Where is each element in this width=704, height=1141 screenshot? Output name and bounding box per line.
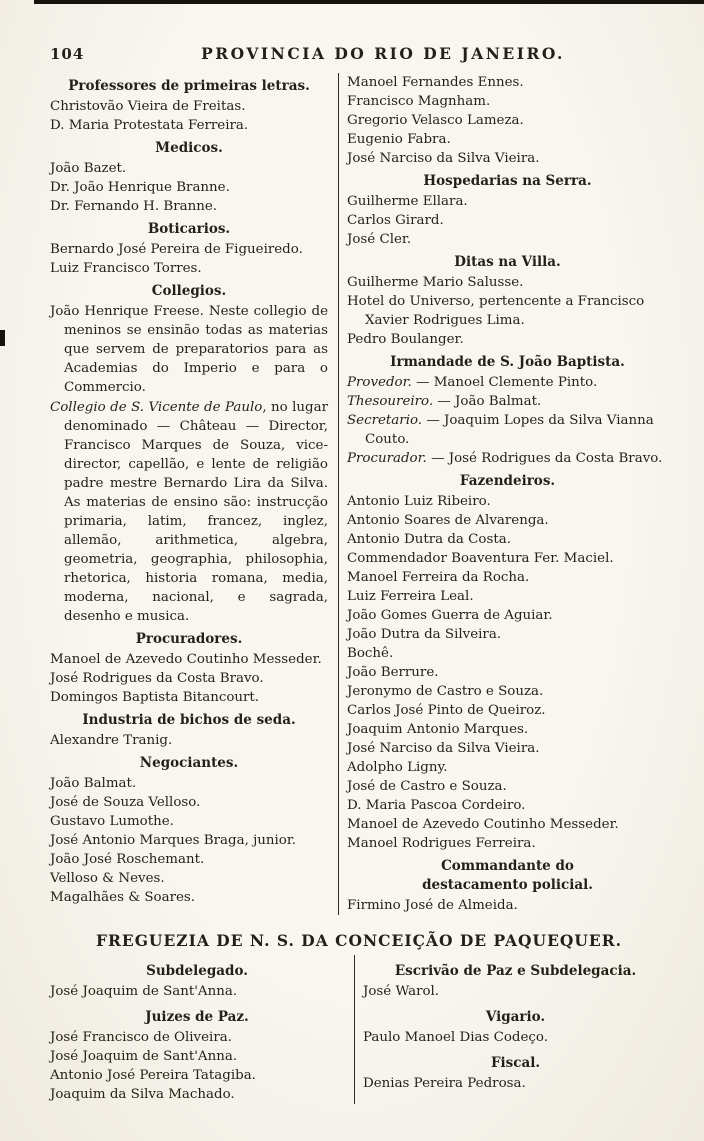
list-item: José Rodrigues da Costa Bravo. [50,671,264,686]
entries-list [50,240,328,278]
list-item: Luiz Francisco Torres. [50,261,202,276]
list-item: João Dutra da Silveira. [347,627,502,642]
list-item: Antonio Luiz Ribeiro. [347,494,491,509]
list-item: Jeronymo de Castro e Souza. [347,684,544,699]
section-heading: Vigario. [485,1009,546,1025]
entries-list [363,1028,668,1047]
list-item: José Narciso da Silva Vieira. [347,151,540,166]
entries-list [50,731,328,750]
list-item: Adolpho Ligny. [347,760,448,775]
list-item: Alexandre Tranig. [50,733,173,748]
list-item: Carlos José Pinto de Queiroz. [347,703,546,718]
page-title: PROVINCIA DO RIO DE JANEIRO. [201,44,565,63]
list-item: Joaquim Antonio Marques. [347,722,529,737]
list-item: Manoel de Azevedo Coutinho Messeder. [347,817,619,832]
list-item: Antonio Soares de Alvarenga. [347,513,549,528]
directory-section [363,962,668,1001]
list-item: José Warol. [363,984,440,999]
list-item: Bernardo José Pereira de Figueiredo. [50,242,303,257]
list-item: Antonio Dutra da Costa. [347,532,511,547]
officer-name: — João Balmat. [437,394,542,409]
officer-role: Procurador. [347,451,427,466]
paragraph-text: João Henrique Freese. Neste collegio de meninos se ensinão todas as materias que servem de preparatorios para as Academias do Imperio e para o Commercio. [50,304,328,395]
section-heading: Professores de primeiras letras. [68,78,310,94]
list-item: Guilherme Mario Salusse. [347,275,524,290]
two-column-body [50,73,668,915]
section-heading: Procuradores. [135,631,243,647]
officer-name: — Joaquim Lopes da Silva Vianna Couto. [365,413,654,447]
list-item [347,392,668,411]
list-item: Commendador Boaventura Fer. Maciel. [347,551,614,566]
directory-section [363,1054,668,1093]
section-heading: Medicos. [155,140,223,156]
paragraph-text: , no lugar denominado — Château — Director, Francisco Marques de Souza, vice-director, capellão, e lente de religião padre mestre Bernardo Lira da Silva. As materias de ensino são: instrucção primaria, latim, francez, inglez, allemão, arithmetica, algebra, geometria, geographia, philosophia, rhetorica, historia romana, media, moderna, nacional, e sagrada, desenho e musica. [64,400,329,624]
officer-role: Thesoureiro. [347,394,434,409]
list-item: Gregorio Velasco Lameza. [347,113,524,128]
section-heading: Collegios. [151,283,227,299]
list-item: João Berrure. [347,665,439,680]
list-item: João José Roschemant. [50,852,205,867]
list-item [347,411,668,449]
list-item: José Cler. [347,232,412,247]
section-heading: Escrivão de Paz e Subdelegacia. [394,963,637,979]
list-item [347,373,668,392]
entries-list [50,982,344,1001]
page-number: 104 [50,45,85,63]
paragraph [50,302,328,397]
list-item: Manoel Fernandes Ennes. [347,75,524,90]
directory-section [347,353,668,468]
list-item: Antonio José Pereira Tatagiba. [50,1068,256,1083]
list-item: José Joaquim de Sant'Anna. [50,1049,238,1064]
entries-list [50,650,328,707]
list-item: José Joaquim de Sant'Anna. [50,984,238,999]
section-heading: Commandante do destacamento policial. [422,858,593,893]
list-item: Carlos Girard. [347,213,444,228]
entries-list [50,774,328,907]
entries-list [347,273,668,349]
column-left [50,73,338,915]
entries-list [347,896,668,915]
freguezia-title: FREGUEZIA DE N. S. DA CONCEIÇÃO DE PAQUEQUER. [96,931,622,950]
officer-name: — Manoel Clemente Pinto. [416,375,598,390]
list-item: João Bazet. [50,161,127,176]
list-item: Gustavo Lumothe. [50,814,174,829]
list-item: Denias Pereira Pedrosa. [363,1076,526,1091]
directory-section [50,1008,344,1104]
list-item: Hotel do Universo, pertencente a Francisco Xavier Rodrigues Lima. [347,294,645,328]
list-item: Luiz Ferreira Leal. [347,589,474,604]
directory-section [347,472,668,853]
column-right [338,73,668,915]
directory-section [50,962,344,1001]
list-item: Christovão Vieira de Freitas. [50,99,246,114]
freguezia-columns [50,955,668,1104]
directory-section [347,253,668,349]
scan-artifact [0,330,5,346]
section-heading: Industria de bichos de seda. [82,712,296,728]
section-heading: Ditas na Villa. [454,254,561,270]
list-item: José de Castro e Souza. [347,779,507,794]
list-item: Guilherme Ellara. [347,194,468,209]
freguezia-column-right [354,955,668,1104]
list-item: Eugenio Fabra. [347,132,451,147]
list-item: Pedro Boulanger. [347,332,464,347]
list-item: D. Maria Pascoa Cordeiro. [347,798,526,813]
directory-section [50,630,328,707]
directory-section [50,711,328,750]
entries-list [347,192,668,249]
paragraph [50,398,328,626]
directory-section [347,857,668,915]
officer-role: Provedor. [347,375,412,390]
entries-list [363,1074,668,1093]
directory-section [50,77,328,135]
directory-section [363,1008,668,1047]
list-item: Joaquim da Silva Machado. [50,1087,235,1102]
list-item [347,449,668,468]
section-heading: Hospedarias na Serra. [423,173,592,189]
section-heading: Negociantes. [139,755,239,771]
section-heading: Subdelegado. [146,963,248,979]
list-item: João Balmat. [50,776,137,791]
list-item: Bochê. [347,646,394,661]
list-item: José Antonio Marques Braga, junior. [50,833,297,848]
list-item: Velloso & Neves. [50,871,165,886]
entries-list [50,97,328,135]
list-item: Manoel Rodrigues Ferreira. [347,836,536,851]
list-item: Dr. João Henrique Branne. [50,180,230,195]
officer-role: Secretario. [347,413,423,428]
officer-name: — José Rodrigues da Costa Bravo. [431,451,663,466]
freguezia-column-left [50,955,354,1104]
entries-list [347,492,668,853]
list-item: Domingos Baptista Bitancourt. [50,690,260,705]
directory-section [50,220,328,278]
section-heading: Fiscal. [490,1055,541,1071]
list-item: D. Maria Protestata Ferreira. [50,118,249,133]
entries-list [347,73,668,168]
entries-list [50,1028,344,1104]
paragraph-lead: Collegio de S. Vicente de Paulo [50,400,263,415]
page-header [50,44,668,63]
section-heading: Irmandade de S. João Baptista. [390,354,625,370]
list-item: Manoel Ferreira da Rocha. [347,570,530,585]
section-heading: Fazendeiros. [459,473,556,489]
list-item: José Narciso da Silva Vieira. [347,741,540,756]
section-heading: Boticarios. [147,221,231,237]
entries-list [50,159,328,216]
list-item: Paulo Manoel Dias Codeço. [363,1030,548,1045]
list-item: José de Souza Velloso. [50,795,201,810]
list-item: Magalhães & Soares. [50,890,196,905]
scan-artifact [34,0,704,4]
list-item: Francisco Magnham. [347,94,491,109]
section-heading: Juizes de Paz. [145,1009,249,1025]
list-item: Firmino José de Almeida. [347,898,518,913]
directory-section [347,172,668,249]
directory-section [50,282,328,626]
directory-section [50,139,328,216]
entries-list [363,982,668,1001]
list-item: Manoel de Azevedo Coutinho Messeder. [50,652,322,667]
list-item: José Francisco de Oliveira. [50,1030,232,1045]
list-item: João Gomes Guerra de Aguiar. [347,608,553,623]
list-item: Dr. Fernando H. Branne. [50,199,218,214]
directory-section [50,754,328,907]
